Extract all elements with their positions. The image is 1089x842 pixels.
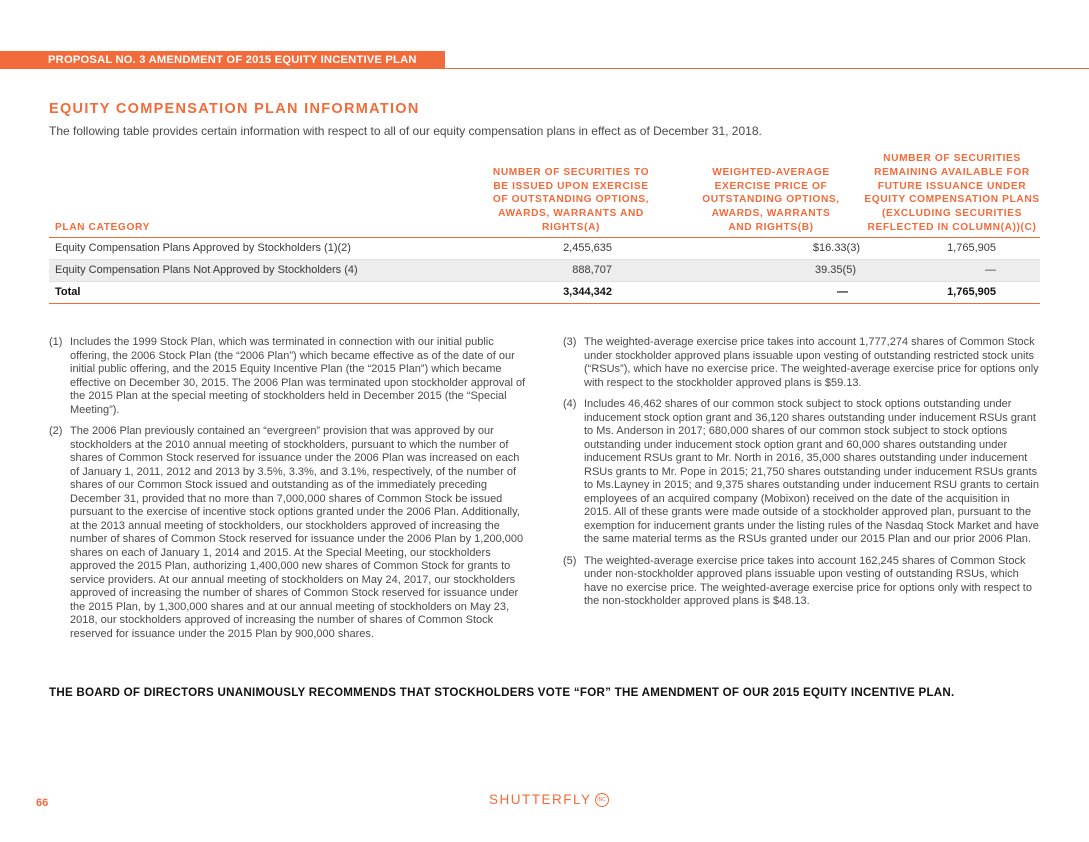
col-header-weighted-average-price: WEIGHTED-AVERAGE EXERCISE PRICE OF OUTSTANDING OPTIONS, AWARDS, WARRANTS AND RIGHTS(B) [682,152,860,237]
cell-securities-remaining: 1,765,905 [860,237,1040,259]
footnote-text: The weighted-average exercise price takes into account 162,245 shares of Common Stock under non-stockholder approved plans issuable upon vesting of outstanding RSUs, which have no exercise price. The weighted-average exercise price for options only with respect to the non-stockholder approved plans is $48.13. [584,554,1032,607]
table-row [49,259,1040,281]
section-banner: PROPOSAL NO. 3 AMENDMENT OF 2015 EQUITY INCENTIVE PLAN [0,51,445,69]
footnote-3 [563,336,1040,390]
footnote-1 [49,336,528,417]
intro-paragraph: The following table provides certain information with respect to all of our equity compensation plans in effect as of December 31, 2018. [49,124,762,138]
shutterfly-logo [489,792,609,807]
table-total-row [49,281,1040,303]
footnote-marker: (1) [49,336,63,348]
footnote-marker: (3) [563,336,577,348]
cell-weighted-average-price: $16.33(3) [682,237,860,259]
footnote-marker: (4) [563,398,577,410]
cell-securities-to-be-issued: 888,707 [450,259,682,281]
cell-securities-to-be-issued: 3,344,342 [450,281,682,303]
section-title: EQUITY COMPENSATION PLAN INFORMATION [49,101,420,117]
cell-plan-category: Equity Compensation Plans Not Approved by Stockholders (4) [49,259,450,281]
col-header-plan-category: PLAN CATEGORY [49,152,450,237]
table-header-row [49,152,1040,237]
page-number: 66 [36,797,49,809]
logo-inc-badge: INC [595,793,609,807]
cell-weighted-average-price: 39.35(5) [682,259,860,281]
footnote-5 [563,555,1040,609]
footnote-text: Includes the 1999 Stock Plan, which was terminated in connection with our initial public offering, the 2006 Stock Plan (the “2006 Plan”) which became effective as of the date of our initial public offering, and the 2015 Equity Incentive Plan (the “2015 Plan”) which became effective on December 30, 2015. The 2006 Plan was terminated upon stockholder approval of the 2015 Plan at the special meeting of stockholders held in December 2015 (the “Special Meeting”). [70,336,526,416]
cell-securities-to-be-issued: 2,455,635 [450,237,682,259]
footnotes-left-column [49,336,528,649]
cell-securities-remaining: — [860,259,1040,281]
footnote-marker: (2) [49,425,63,437]
table-row [49,237,1040,259]
footnote-text: Includes 46,462 shares of our common stock subject to stock options outstanding under inducement stock option grant and 36,120 shares outstanding under inducement RSUs grant to Ms. Anderson in 2017; 680,000 shares of our common stock subject to stock options outstanding under inducement stock option grant and 60,000 shares outstanding under inducement RSUs grant to Mr. North in 2016, 35,000 shares outstanding under inducement RSUs grants to Mr. Pope in 2015; 21,750 shares outstanding under inducement RSUs grants to Ms.Layney in 2015; and 9,375 shares outstanding under inducement RSU grants to certain employees of an acquired company (Mobixon) received on the date of the acquisition in 2015. All of these grants were made outside of a stockholder approved plan, pursuant to the exemption for inducement grants under the listing rules of the Nasdaq Stock Market and have the same material terms as the RSUs granted under our 2015 Plan and our prior 2006 Plan. [584,398,1039,545]
footnote-2 [49,425,528,641]
cell-plan-category: Equity Compensation Plans Approved by Stockholders (1)(2) [49,237,450,259]
cell-plan-category: Total [49,281,450,303]
cell-weighted-average-price: — [682,281,860,303]
banner-divider [0,68,1089,69]
board-recommendation: THE BOARD OF DIRECTORS UNANIMOUSLY RECOMMENDS THAT STOCKHOLDERS VOTE “FOR” THE AMENDMENT OF OUR 2015 EQUITY INCENTIVE PLAN. [49,686,955,699]
footnote-text: The 2006 Plan previously contained an “evergreen” provision that was approved by our stockholders at the 2010 annual meeting of stockholders, pursuant to which the number of shares of Common Stock reserved for issuance under the 2006 Plan was increased on each of January 1, 2011, 2012 and 2013 by 3.5%, 3.3%, and 3.1%, respectively, of the number of shares of our Common Stock issued and outstanding as of the immediately preceding December 31, provided that no more than 7,000,000 shares of Common Stock be issued pursuant to the exercise of incentive stock options granted under the 2006 Plan. Additionally, at the 2013 annual meeting of stockholders, our stockholders approved of increasing the number of shares of Common Stock reserved for issuance under the 2006 Plan by 1,200,000 shares on each of January 1, 2014 and 2015. At the Special Meeting, our stockholders approved the 2015 Plan, authorizing 1,400,000 new shares of Common Stock for grants to service providers. At our annual meeting of stockholders on May 24, 2017, our stockholders approved of increasing the number of shares of Common Stock reserved for issuance under the 2015 Plan, by 1,300,000 shares and at our annual meeting of stockholders on May 23, 2018, our stockholders approved of increasing the number of shares of Common Stock reserved for issuance under the 2015 Plan by 900,000 shares. [70,425,524,640]
equity-plan-table [49,152,1040,304]
footnotes-right-column [563,336,1040,617]
cell-securities-remaining: 1,765,905 [860,281,1040,303]
footnote-text: The weighted-average exercise price takes into account 1,777,274 shares of Common Stock under stockholder approved plans issuable upon vesting of outstanding restricted stock units (“RSUs”), which have no exercise price. The weighted-average exercise price for options only with respect to the stockholder approved plans is $59.13. [584,336,1039,389]
col-header-securities-remaining: NUMBER OF SECURITIES REMAINING AVAILABLE FOR FUTURE ISSUANCE UNDER EQUITY COMPENSATION PLANS (EXCLUDING SECURITIES REFLECTED IN COLUMN(A))(C) [860,152,1040,237]
col-header-securities-to-be-issued: NUMBER OF SECURITIES TO BE ISSUED UPON EXERCISE OF OUTSTANDING OPTIONS, AWARDS, WARRANTS AND RIGHTS(A) [450,152,682,237]
footnote-4 [563,398,1040,547]
logo-wordmark: SHUTTERFLY [489,792,592,807]
footnote-marker: (5) [563,554,577,567]
